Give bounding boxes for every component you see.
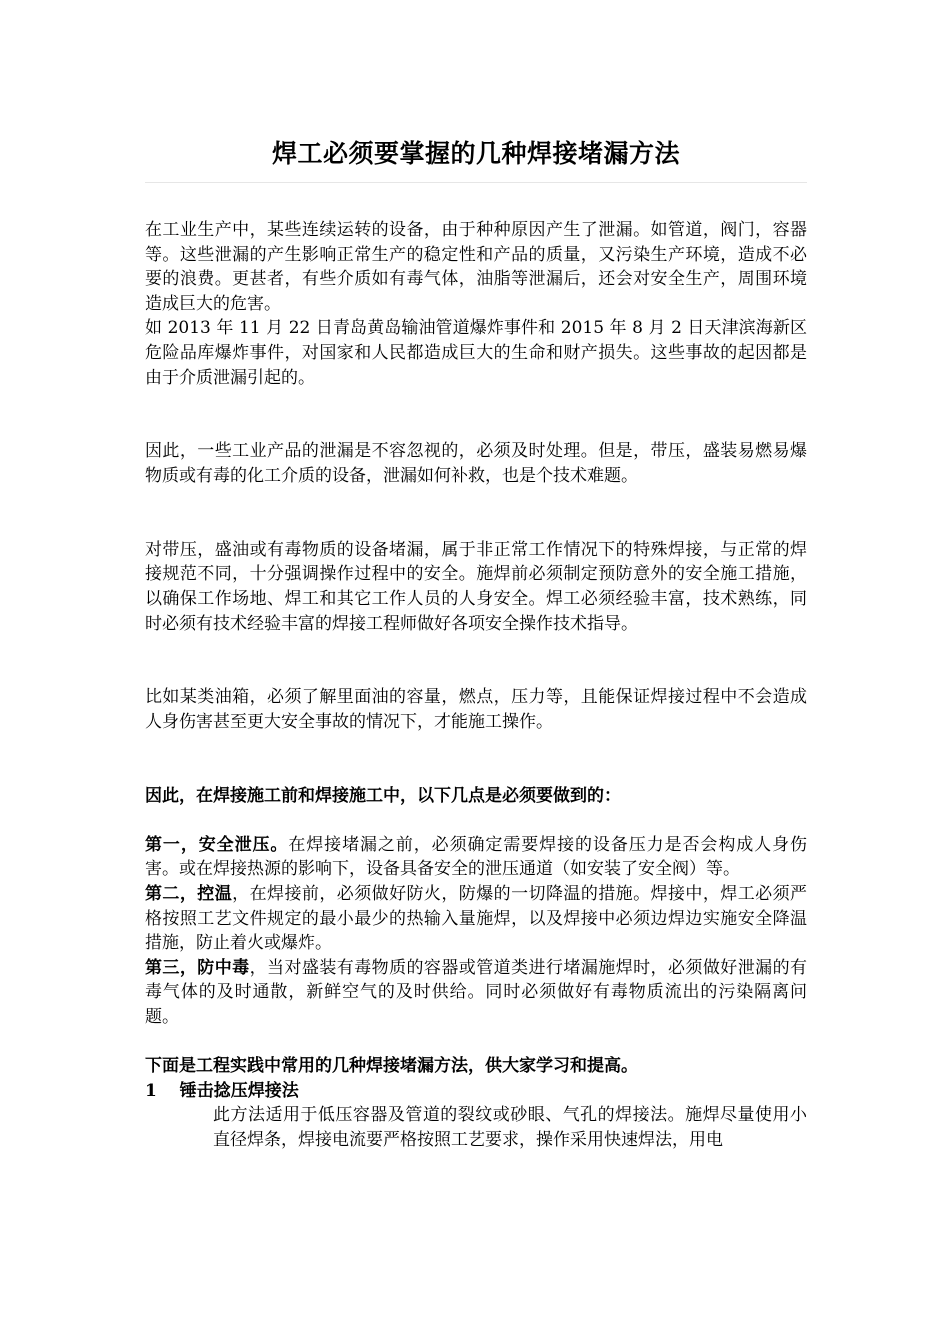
paragraph-4: 比如某类油箱，必须了解里面油的容量，燃点，压力等，且能保证焊接过程中不会造成人身伤害甚至更大安全事故的情况下，才能施工操作。 bbox=[145, 687, 807, 732]
document-title: 焊工必须要掌握的几种焊接堵漏方法 bbox=[271, 139, 680, 168]
paragraph-3: 对带压，盛油或有毒物质的设备堵漏，属于非正常工作情况下的特殊焊接，与正常的焊接规范不同，十分强调操作过程中的安全。施焊前必须制定预防意外的安全施工措施，以确保工作场地、焊工和其它工作人员的人身安全。焊工必须经验丰富，技术熟练，同时必须有技术经验丰富的焊接工程师做好各项安全操作技术指导。 bbox=[145, 539, 807, 634]
spacer bbox=[145, 1030, 807, 1055]
spacer bbox=[145, 390, 807, 439]
requirement-lead: 第一，安全泄压。 bbox=[145, 834, 289, 855]
requirement-item-2 bbox=[145, 882, 807, 956]
document-body bbox=[145, 218, 807, 1153]
intro-paragraph-1: 在工业生产中，某些连续运转的设备，由于种种原因产生了泄漏。如管道，阀门，容器等。这些泄漏的产生影响正常生产的稳定性和产品的质量，又污染生产环境，造成不必要的浪费。更甚者，有些介质如有毒气体，油脂等泄漏后，还会对安全生产，周围环境造成巨大的危害。 bbox=[145, 220, 807, 314]
method-1-text: 此方法适用于低压容器及管道的裂纹或砂眼、气孔的焊接法。施焊尽量使用小直径焊条，焊接电流要严格按照工艺要求，操作采用快速焊法，用电 bbox=[213, 1105, 807, 1150]
requirement-lead: 第三，防中毒 bbox=[145, 957, 250, 978]
method-1-title: 1 锤击捻压焊接法 bbox=[145, 1080, 299, 1101]
requirement-lead: 第二，控温 bbox=[145, 884, 233, 905]
spacer bbox=[145, 808, 807, 833]
requirements-heading: 因此，在焊接施工前和焊接施工中，以下几点是必须要做到的： bbox=[145, 785, 621, 806]
requirement-text: 在焊接堵漏之前，必须确定需要焊接的设备压力是否会构成人身伤害。或在焊接热源的影响下，设备具备安全的泄压通道（如安装了安全阀）等。 bbox=[145, 834, 808, 880]
methods-heading: 下面是工程实践中常用的几种焊接堵漏方法，供大家学习和提高。 bbox=[145, 1056, 638, 1077]
intro-paragraph-2: 如 2013 年 11 月 22 日青岛黄岛输油管道爆炸事件和 2015 年 8 月 2 日天津滨海新区危险品库爆炸事件，对国家和人民都造成巨大的生命和财产损失。这些事故的起因都是由于介质泄漏引起的。 bbox=[145, 318, 807, 388]
requirement-item-1 bbox=[145, 833, 807, 882]
paragraph-2: 因此，一些工业产品的泄漏是不容忽视的，必须及时处理。但是，带压，盛装易燃易爆物质或有毒的化工介质的设备，泄漏如何补救，也是个技术难题。 bbox=[145, 441, 807, 486]
requirement-text: ，当对盛装有毒物质的容器或管道类进行堵漏施焊时，必须做好泄漏的有毒气体的及时通散，新鲜空气的及时供给。同时必须做好有毒物质流出的污染隔离问题。 bbox=[145, 957, 808, 1027]
requirement-text: ，在焊接前，必须做好防火，防爆的一切降温的措施。焊接中，焊工必须严格按照工艺文件规定的最小最少的热输入量施焊，以及焊接中必须边焊边实施安全降温措施，防止着火或爆炸。 bbox=[145, 884, 808, 954]
title-divider bbox=[145, 182, 807, 183]
spacer bbox=[145, 734, 807, 783]
spacer bbox=[145, 489, 807, 538]
spacer bbox=[145, 636, 807, 685]
requirement-item-3 bbox=[145, 956, 807, 1030]
